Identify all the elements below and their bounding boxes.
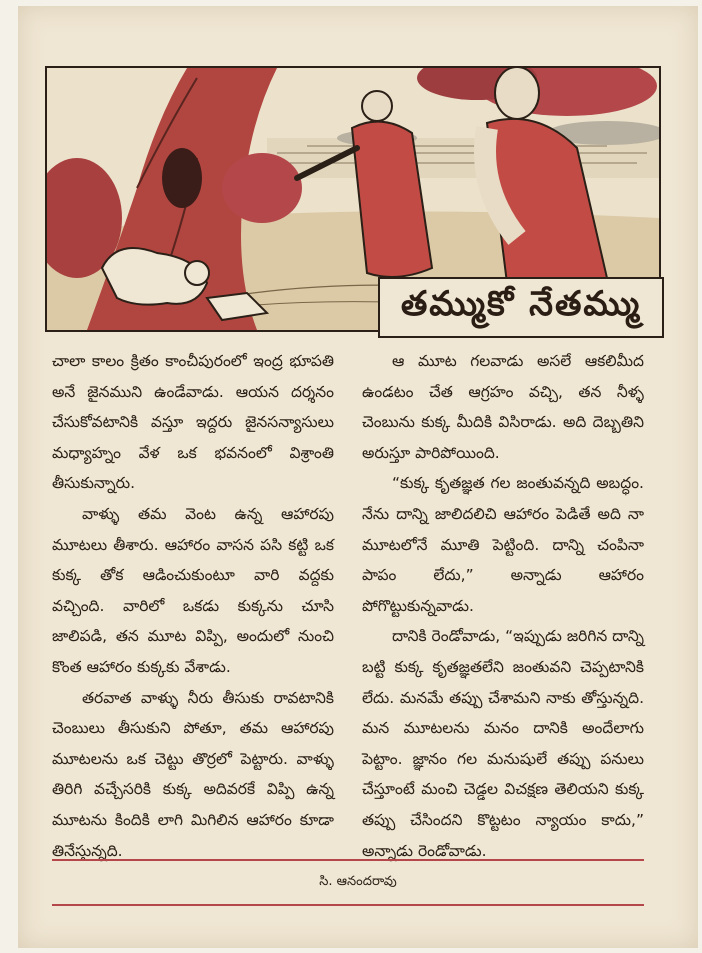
divider-top	[52, 859, 644, 861]
paragraph: దానికి రెండోవాడు, “ఇప్పుడు జరిగిన దాన్ని బట్టి కుక్క కృతజ్ఞతలేని జంతువని చెప్పటానికి లేదు. మనమే తప్పు చేశామని నాకు తోస్తున్నది. మన మూటలను మనం దానికి అందేలాగు పెట్టాం. జ్ఞానం గల మనుషులే తప్పు పనులు చేస్తూంటే మంచి చెడ్డల విచక్షణ తెలియని కుక్క తప్పు చేసిందని కొట్టటం న్యాయం కాదు,” అన్నాడు రెండోవాడు.	[362, 627, 644, 860]
story-title: తమ్ముకో నేతమ్ము	[400, 283, 642, 324]
paragraph: తరవాత వాళ్ళు నీరు తీసుకు రావటానికి చెంబులు తీసుకుని పోతూ, తమ ఆహారపు మూటలను ఒక చెట్టు తొర్రలో పెట్టారు. వాళ్ళు తిరిగి వచ్చేసరికి కుక్క అదివరకే విప్పి ఉన్న మూటను కిందికి లాగి మిగిలిన ఆహారం కూడా తినేస్తున్నది.	[52, 688, 334, 860]
text-column-right	[362, 346, 644, 866]
paragraph: ఆ మూట గలవాడు అసలే ఆకలిమీద ఉండటం చేత ఆగ్రహం వచ్చి, తన నీళ్ళ చెంబును కుక్క మీదికి విసిరాడు. అది దెబ్బతిని అరుస్తూ పారిపోయింది.	[362, 352, 644, 462]
paragraph: “కుక్క కృతజ్ఞత గల జంతువన్నది అబద్ధం. నేను దాన్ని జాలిదలిచి ఆహారం పెడితే అది నా మూటలోనే మూతి పెట్టింది. దాన్ని చంపినా పాపం లేదు,” అన్నాడు ఆహారం పోగొట్టుకున్నవాడు.	[362, 474, 644, 615]
story-title-box	[378, 277, 664, 338]
text-column-left	[52, 346, 334, 866]
author-byline: సి. ఆనందరావు	[319, 874, 397, 889]
magazine-page	[18, 6, 698, 948]
paragraph: వాళ్ళు తమ వెంట ఉన్న ఆహారపు మూటలు తీశారు. ఆహారం వాసన పసి కట్టి ఒక కుక్క తోక ఆడించుకుంటూ వారి వద్దకు వచ్చింది. వారిలో ఒకడు కుక్కను చూసి జాలిపడి, తన మూట విప్పి, అందులో నుంచి కొంత ఆహారం కుక్కకు వేశాడు.	[52, 504, 334, 676]
paragraph: చాలా కాలం క్రితం కాంచీపురంలో ఇంద్ర భూపతి అనే జైనముని ఉండేవాడు. ఆయన దర్శనం చేసుకోవటానికి వస్తూ ఇద్దరు జైనసన్యాసులు మధ్యాహ్నం వేళ ఒక భవనంలో విశ్రాంతి తీసుకున్నారు.	[52, 352, 334, 493]
divider-bottom	[52, 904, 644, 906]
